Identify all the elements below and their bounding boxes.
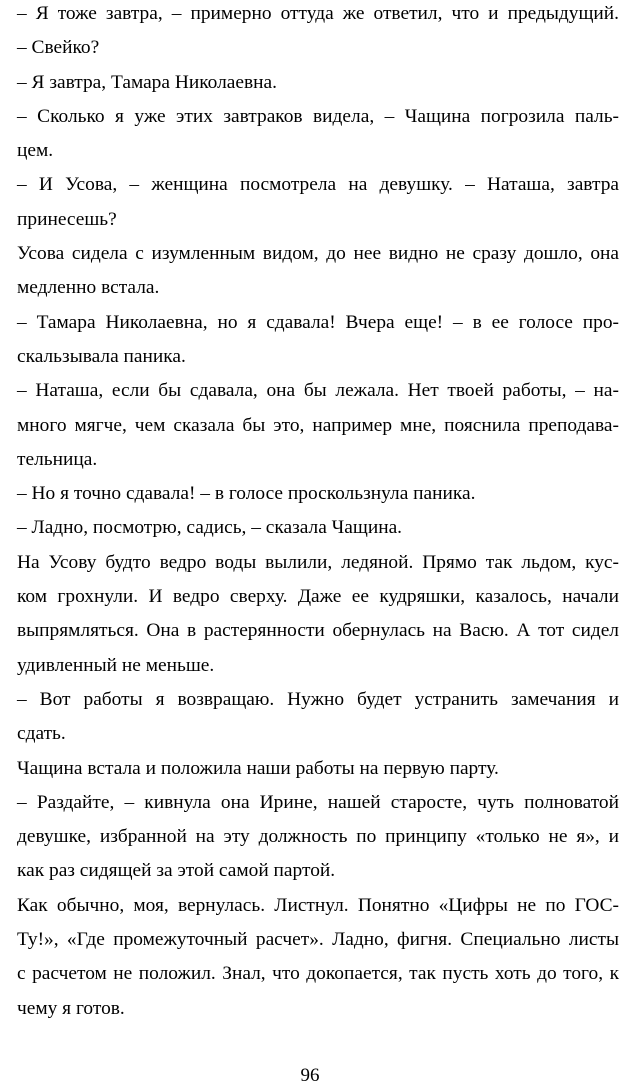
text-line: – Свейко? [17,37,100,59]
text-line: – И Усова, – женщина посмотрела на девушку. – Наташа, завтра [17,174,619,196]
text-line: – Раздайте, – кивнула она Ирине, нашей старосте, чуть полноватой [17,791,619,813]
text-line: Ту!», «Где промежуточный расчет». Ладно, фигня. Специально листы [17,929,619,951]
text-line: Усова сидела с изумленным видом, до нее видно не сразу дошло, она [17,243,619,265]
text-line: как раз сидящей за этой самой партой. [17,860,336,882]
text-line: много мягче, чем сказала бы это, например мне, пояснила преподава- [17,414,619,436]
text-line: девушке, избранной на эту должность по принципу «только не я», и [17,826,619,848]
text-line: принесешь? [17,208,117,230]
text-line: удивленный не меньше. [17,654,215,676]
text-line: – Вот работы я возвращаю. Нужно будет устранить замечания и [17,688,619,710]
page-number: 96 [300,1065,320,1086]
text-line: Чащина встала и положила наши работы на первую парту. [17,757,499,779]
text-line: – Тамара Николаевна, но я сдавала! Вчера еще! – в ее голосе про- [17,311,619,333]
text-line: сдать. [17,723,66,745]
text-line: цем. [17,140,54,162]
text-line: – Сколько я уже этих завтраков видела, – Чащина погрозила паль- [17,105,619,127]
text-line: медленно встала. [17,277,160,299]
text-line: с расчетом не положил. Знал, что докопается, так пусть хоть до того, к [17,963,619,985]
text-line: Как обычно, моя, вернулась. Листнул. Понятно «Цифры не по ГОС- [17,894,619,916]
text-line: чему я готов. [17,997,125,1019]
text-line: – Но я точно сдавала! – в голосе проскользнула паника. [17,483,476,505]
text-line: – Ладно, посмотрю, садись, – сказала Чащина. [17,517,403,539]
text-line: – Я тоже завтра, – примерно оттуда же ответил, что и предыдущий. [17,3,619,24]
text-body [17,0,619,1026]
text-line: – Я завтра, Тамара Николаевна. [17,71,277,93]
text-line: На Усову будто ведро воды вылили, ледяной. Прямо так льдом, кус- [17,551,619,573]
text-line: тельница. [17,448,98,470]
text-line: выпрямляться. Она в растерянности обернулась на Васю. А тот сидел [17,620,619,642]
text-line: – Наташа, если бы сдавала, она бы лежала. Нет твоей работы, – на- [17,380,619,402]
text-line: скальзывала паника. [17,345,186,367]
text-line: ком грохнули. И ведро сверху. Даже ее кудряшки, казалось, начали [17,586,619,608]
